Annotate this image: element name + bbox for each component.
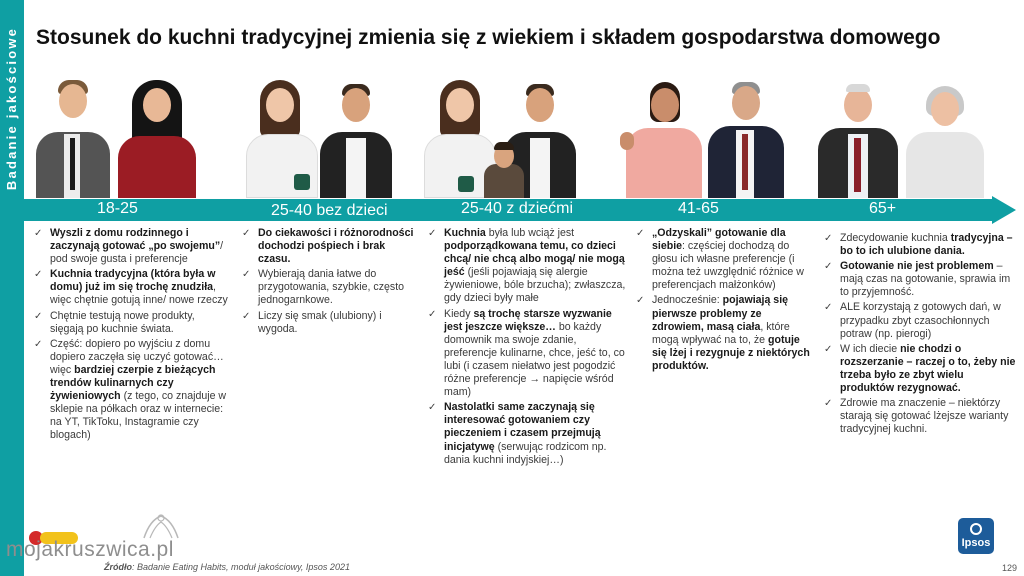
column-25-40-z-dziecmi bbox=[428, 227, 628, 469]
bullet-text: ALE korzystają z gotowych dań, w przypadku zbyt czasochłonnych potraw (np. pierogi) bbox=[840, 301, 1001, 340]
bullet-text: / pod swoje gusta i preferencje bbox=[50, 240, 224, 266]
bullet-item bbox=[34, 338, 230, 443]
bullet-item bbox=[242, 227, 420, 266]
bullet-item bbox=[242, 310, 420, 336]
person-man bbox=[318, 82, 394, 198]
column-41-65 bbox=[636, 227, 814, 375]
bullet-item bbox=[34, 227, 230, 266]
bullet-item bbox=[428, 308, 628, 400]
person-woman bbox=[620, 82, 708, 198]
bullet-item bbox=[824, 397, 1018, 436]
bullet-text: Część: dopiero po wyjściu z domu dopiero zaczęła się uczyć gotować… więc bbox=[50, 337, 224, 376]
bullet-item bbox=[824, 232, 1018, 258]
bullet-text: (serwując rodzicom np. dania kuchni indyjskiej…) bbox=[444, 440, 607, 466]
bullet-text-bold: bardziej czerpie z bieżących trendów kulinarnych czy żywieniowych bbox=[50, 363, 216, 403]
bullet-text-bold: podporządkowana temu, co dzieci chcą/ nie chcą albo mogą/ nie mogą jeść bbox=[444, 240, 625, 279]
bullet-text: Zdecydowanie kuchnia bbox=[840, 232, 951, 244]
bullet-text-bold: „Odzyskali” gotowanie dla siebie bbox=[652, 227, 786, 253]
photo-18-25 bbox=[30, 76, 200, 198]
bullet-item bbox=[636, 294, 814, 373]
person-woman bbox=[238, 80, 322, 198]
watermark-drawing-icon bbox=[140, 512, 182, 540]
bullet-text: (jeśli pojawiają się alergie żywieniowe, bóle brzucha); zwłaszcza, gdy dzieci były małe bbox=[444, 266, 626, 305]
bullet-text: Chętnie testują nowe produkty, sięgają po kuchnie świata. bbox=[50, 309, 195, 335]
bullet-text: (z tego, co znajduje w sklepie na półkach oraz w internecie: na YT, TikToku, Instagramie czy blogach) bbox=[50, 390, 227, 442]
bullet-text: Liczy się smak (ulubiony) i wygoda. bbox=[258, 309, 382, 335]
bullet-text-bold: Do ciekawości i różnorodności dochodzi pośpiech i brak czasu. bbox=[258, 227, 414, 266]
photo-41-65 bbox=[618, 76, 788, 198]
bullet-text: Jednocześnie: bbox=[652, 294, 723, 307]
side-label-text: Badanie jakościowe bbox=[4, 26, 20, 190]
ipsos-logo-mark-icon bbox=[970, 523, 982, 535]
bullet-item bbox=[34, 310, 230, 336]
person-child bbox=[482, 140, 526, 198]
bullet-text-bold: Kuchnia tradycyjna (która była w domu) już im się trochę znudziła bbox=[50, 268, 216, 294]
bullet-text: bo każdy domownik ma swoje zdanie, preferencje kulinarne, chce, jeść to, co lubi (i czasem niełatwo jest pogodzić różne preferencje → napięcie wśród mam) bbox=[444, 320, 625, 399]
age-label-25-40-bez-dzieci: 25-40 bez dzieci bbox=[271, 202, 388, 219]
bullet-item bbox=[428, 227, 628, 306]
watermark-text: mojakruszwica.pl bbox=[6, 538, 174, 561]
photo-65-plus bbox=[810, 76, 990, 198]
person-man-suit bbox=[706, 82, 786, 198]
bullet-text-bold: nie chodzi o rozszerzanie – raczej o to, żeby nie trzeba było ze zbyt wielu produktów rezygnować. bbox=[840, 342, 1016, 395]
side-label bbox=[0, 0, 24, 216]
age-label-65-plus: 65+ bbox=[869, 200, 897, 217]
bullet-text: : częściej dochodzą do głosu ich własne preferencje (i można też uwzględnić różnice w preferencjach małżonków) bbox=[652, 240, 804, 292]
bullet-text: Wybierają dania łatwe do przygotowania, szybkie, często jednogarnkowe. bbox=[258, 268, 405, 307]
page-title: Stosunek do kuchni tradycyjnej zmienia się z wiekiem i składem gospodarstwa domowego bbox=[36, 26, 941, 49]
bullet-text-bold: Nastolatki same zaczynają się interesować gotowaniem czy pieczeniem i czasem przejmują inicjatywę bbox=[444, 401, 601, 453]
bullet-item bbox=[824, 343, 1018, 395]
bullet-text: – mają czas na gotowanie, sprawia im to przyjemność. bbox=[840, 260, 1011, 299]
bullet-text: była lub wciąż jest bbox=[485, 227, 575, 239]
bullet-text: , które mogą wpływać na to, że bbox=[652, 320, 790, 346]
age-label-18-25: 18-25 bbox=[97, 200, 138, 217]
bullet-item bbox=[824, 301, 1018, 340]
photo-25-40-bez-dzieci bbox=[226, 76, 396, 198]
bullet-text-bold: Kuchnia bbox=[444, 227, 486, 239]
column-25-40-bez-dzieci bbox=[242, 227, 420, 338]
page-number: 129 bbox=[1002, 563, 1018, 573]
source-text: : Badanie Eating Habits, moduł jakościowy, Ipsos 2021 bbox=[132, 562, 350, 572]
bullet-text-bold: są trochę starsze wyzwanie jest jeszcze większe… bbox=[444, 307, 612, 333]
bullet-text: W ich diecie bbox=[840, 342, 901, 355]
source-label: Źródło bbox=[104, 562, 132, 572]
source-note bbox=[104, 562, 350, 572]
bullet-item bbox=[636, 227, 814, 292]
ipsos-logo-text: Ipsos bbox=[961, 537, 991, 549]
bullet-text: Kiedy bbox=[444, 307, 474, 320]
age-label-25-40-z-dziecmi: 25-40 z dziećmi bbox=[461, 200, 574, 217]
bullet-text-bold: gotuje się lżej i rezygnuje z niektórych produktów. bbox=[652, 333, 810, 372]
person-senior-woman bbox=[902, 86, 988, 198]
person-young-woman bbox=[116, 80, 198, 198]
bullet-text-bold: Gotowanie nie jest problemem bbox=[840, 260, 994, 273]
bullet-item bbox=[242, 268, 420, 307]
bullet-item bbox=[428, 401, 628, 466]
person-senior-man bbox=[814, 84, 902, 198]
age-label-41-65: 41-65 bbox=[678, 200, 719, 217]
bullet-text-bold: tradycyjna – bo to ich ulubione dania. bbox=[840, 232, 1013, 258]
column-65-plus bbox=[824, 232, 1018, 438]
person-young-man bbox=[34, 78, 112, 198]
bullet-item bbox=[34, 268, 230, 307]
ipsos-logo bbox=[958, 518, 994, 554]
column-18-25 bbox=[34, 227, 230, 445]
bullet-item bbox=[824, 260, 1018, 299]
bullet-text-bold: Wyszli z domu rodzinnego i zaczynają gotować „po swojemu” bbox=[50, 227, 221, 253]
bullet-text-bold: pojawiają się pierwsze problemy ze zdrowiem, masą ciała bbox=[652, 294, 789, 333]
bullet-text: Zdrowie ma znaczenie – niektórzy starają się gotować lżejsze warianty tradycyjnej kuchni. bbox=[840, 397, 1009, 436]
photo-25-40-z-dziecmi bbox=[400, 76, 580, 198]
bullet-text: , więc chętnie gotują inne/ nowe rzeczy bbox=[50, 281, 228, 307]
